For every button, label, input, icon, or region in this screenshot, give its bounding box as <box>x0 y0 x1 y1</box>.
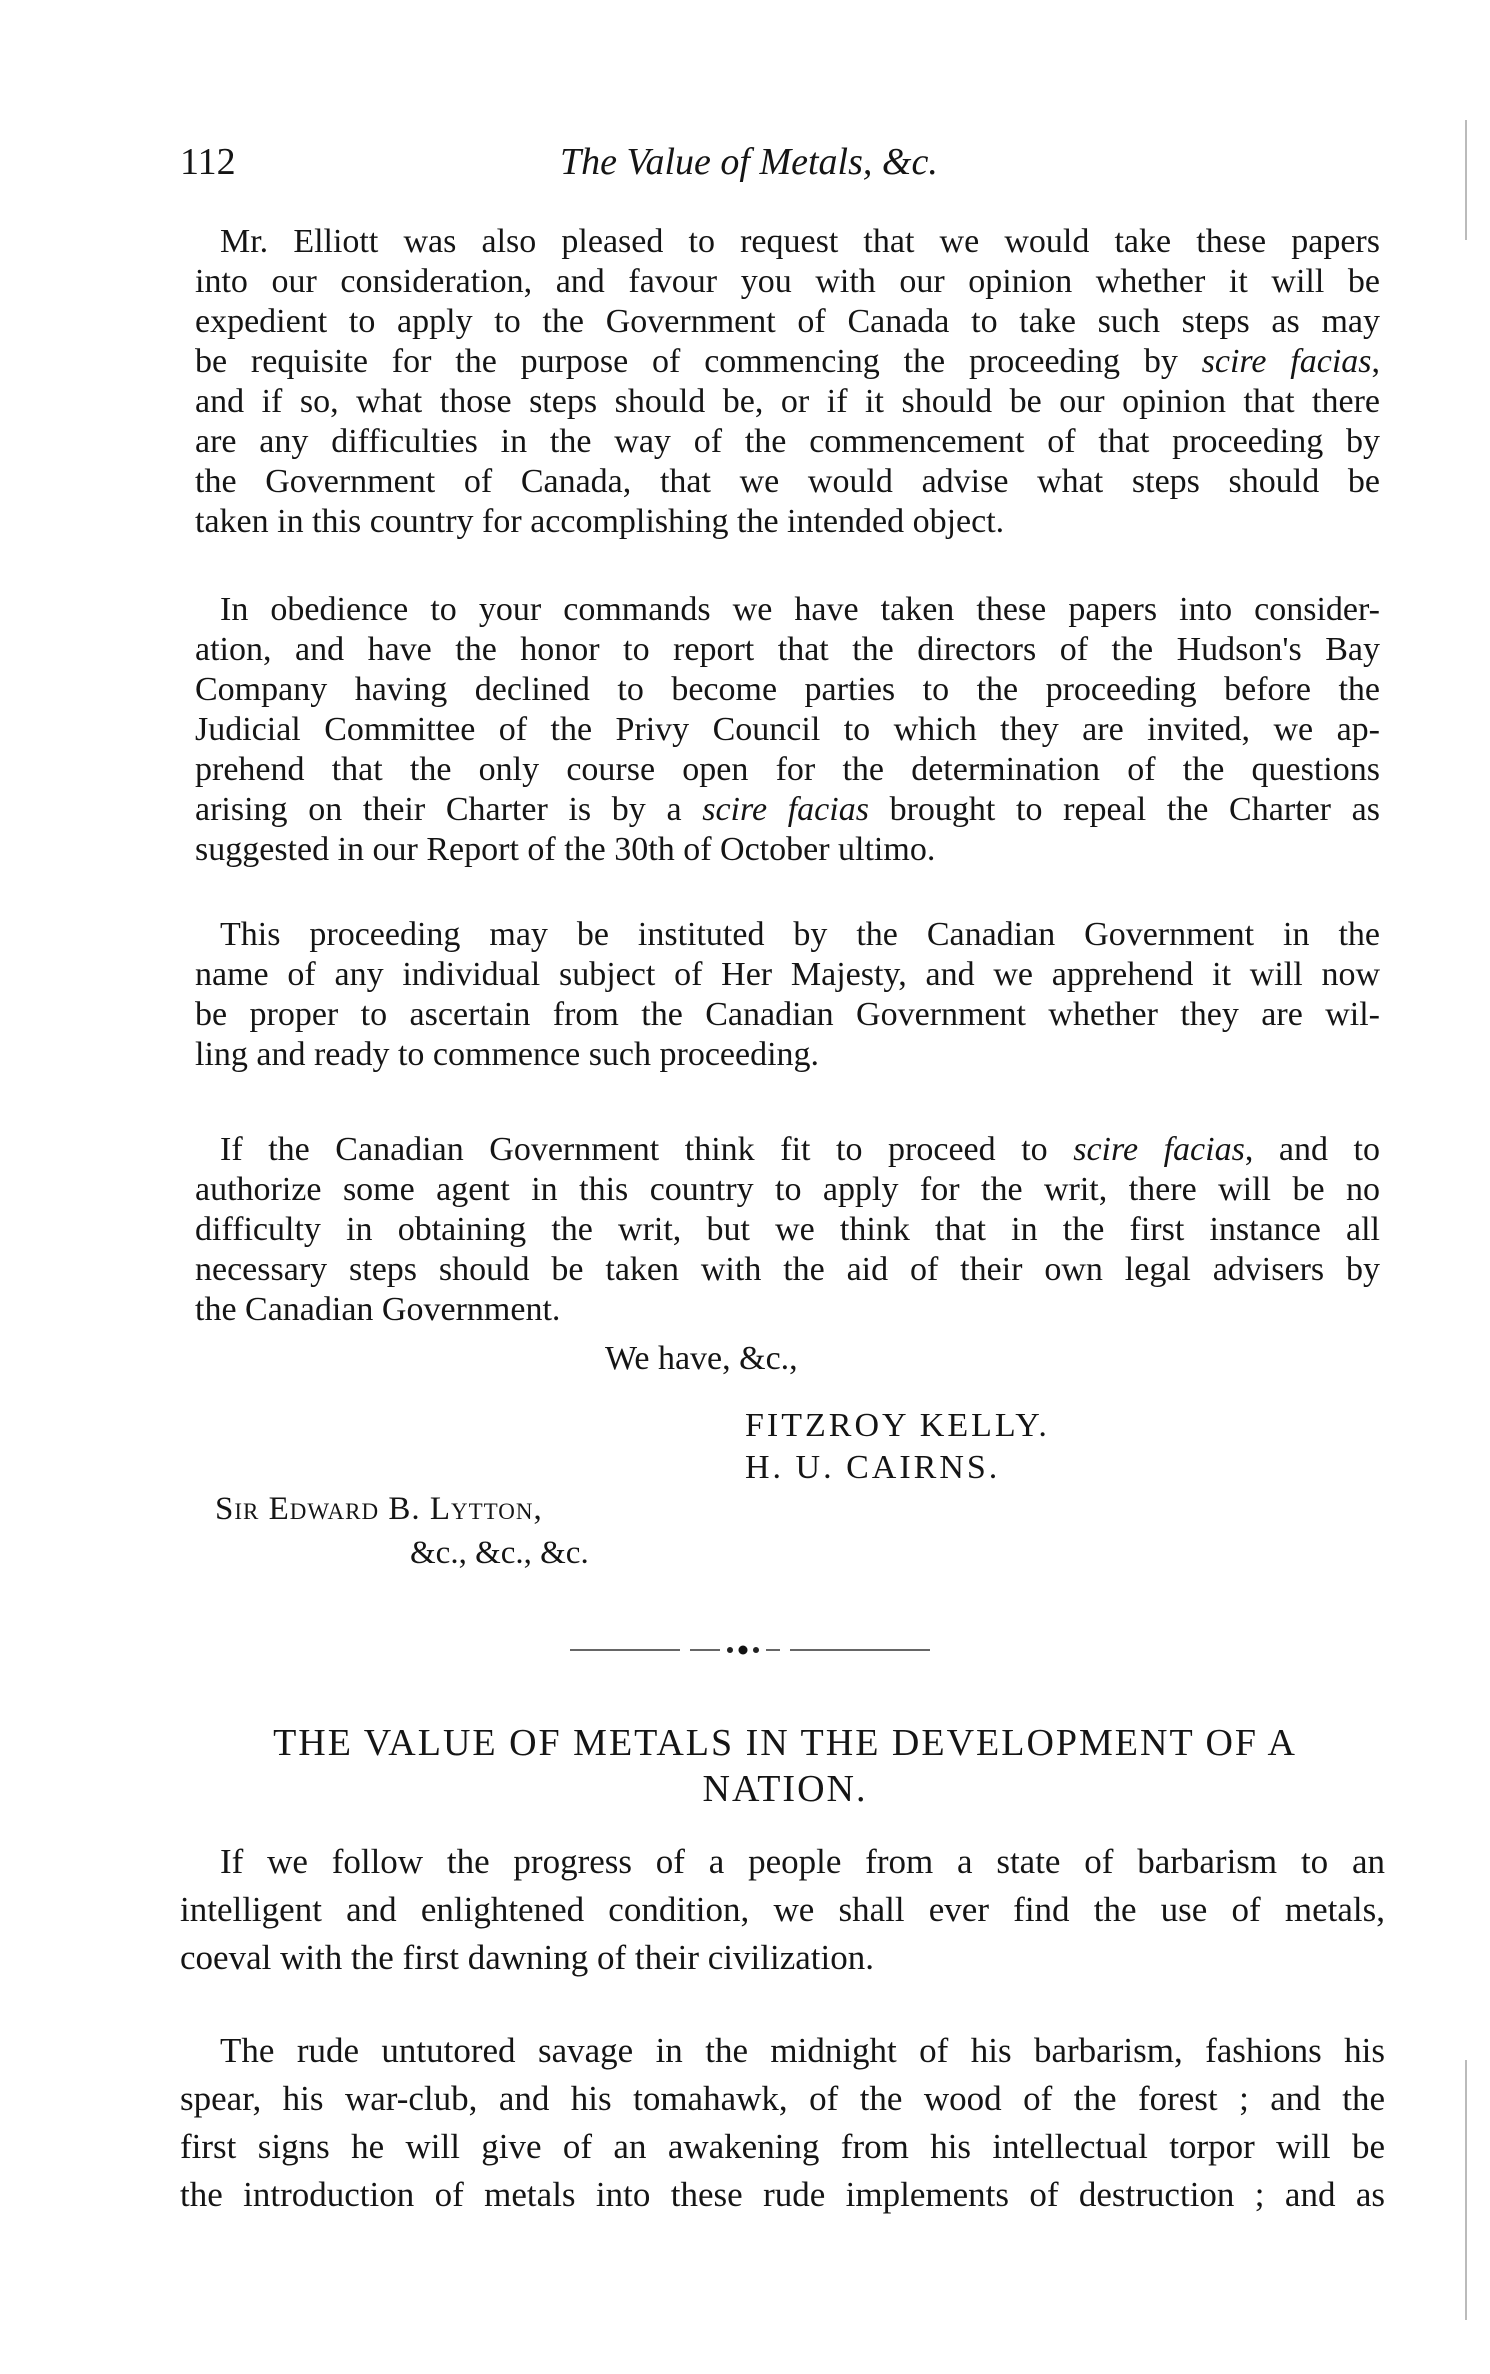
addressee-name: Sir Edward B. Lytton, <box>215 1491 543 1527</box>
page-edge-mark <box>1465 2060 1467 2320</box>
text-line: suggested in our Report of the 30th of October ultimo. <box>195 831 936 868</box>
page-edge-mark <box>1465 120 1467 240</box>
text-line: first signs he will give of an awakening from his intellectual torpor will be <box>180 2127 1385 2166</box>
text-line: into our consideration, and favour you with our opinion whether it will be <box>195 263 1380 300</box>
text-line: difficulty in obtaining the writ, but we think that in the first instance all <box>195 1211 1380 1248</box>
article-title-line: NATION. <box>702 1768 868 1810</box>
text-line: the introduction of metals into these rude implements of destruction ; and as <box>180 2175 1385 2214</box>
text-line: be proper to ascertain from the Canadian Government whether they are wil- <box>195 996 1380 1033</box>
text-line: are any difficulties in the way of the commencement of that proceeding by <box>195 423 1380 460</box>
article-title <box>180 1720 1390 1812</box>
article-title-line: THE VALUE OF METALS IN THE DEVELOPMENT OF A <box>273 1722 1297 1764</box>
addressee-etc: &c., &c., &c. <box>410 1535 589 1571</box>
latin-term: scire facias <box>702 791 869 828</box>
text-line: Mr. Elliott was also pleased to request that we would take these papers <box>220 223 1380 260</box>
text-line: Judicial Committee of the Privy Council to which they are invited, we ap- <box>195 711 1380 748</box>
text-line: coeval with the first dawning of their civilization. <box>180 1938 874 1977</box>
page-number: 112 <box>180 141 236 183</box>
text-line: This proceeding may be instituted by the Canadian Government in the <box>220 916 1380 953</box>
text-line: If the Canadian Government think fit to proceed to scire facias, and to <box>220 1131 1380 1168</box>
text-line: expedient to apply to the Government of Canada to take such steps as may <box>195 303 1380 340</box>
text-line: be requisite for the purpose of commencing the proceeding by scire facias, <box>195 343 1380 380</box>
text-line: arising on their Charter is by a scire facias brought to repeal the Charter as <box>195 791 1380 828</box>
page-header <box>180 140 1260 190</box>
letter-paragraph-2 <box>195 590 1380 870</box>
text-line: The rude untutored savage in the midnight of his barbarism, fashions his <box>220 2031 1385 2070</box>
signatory-name: FITZROY KELLY. <box>745 1407 1050 1444</box>
text-line: prehend that the only course open for the determination of the questions <box>195 751 1380 788</box>
signatories <box>745 1405 1050 1489</box>
text-line: and if so, what those steps should be, or if it should be our opinion that there <box>195 383 1380 420</box>
addressee <box>215 1487 589 1575</box>
letter-closing: We have, &c., <box>605 1340 798 1377</box>
letter-paragraph-3 <box>195 915 1380 1075</box>
text-line: intelligent and enlightened condition, we shall ever find the use of metals, <box>180 1890 1385 1929</box>
text-line: ling and ready to commence such proceeding. <box>195 1036 820 1073</box>
running-title: The Value of Metals, &c. <box>560 141 938 183</box>
text-line: If we follow the progress of a people from a state of barbarism to an <box>220 1842 1385 1881</box>
text-line: authorize some agent in this country to apply for the writ, there will be no <box>195 1171 1380 1208</box>
text-line: ation, and have the honor to report that the directors of the Hudson's Bay <box>195 631 1380 668</box>
signatory-name: H. U. CAIRNS. <box>745 1449 1001 1486</box>
text-line: name of any individual subject of Her Majesty, and we apprehend it will now <box>195 956 1380 993</box>
article-paragraph-2 <box>180 2027 1385 2219</box>
letter-paragraph-1 <box>195 222 1380 542</box>
text-line: Company having declined to become parties to the proceeding before the <box>195 671 1380 708</box>
text-line: the Canadian Government. <box>195 1291 561 1328</box>
letter-paragraph-4 <box>195 1130 1380 1330</box>
text-line: the Government of Canada, that we would advise what steps should be <box>195 463 1380 500</box>
latin-term: scire facias <box>1073 1131 1245 1168</box>
section-divider-ornament <box>570 1640 930 1660</box>
text-line: spear, his war-club, and his tomahawk, of the wood of the forest ; and the <box>180 2079 1385 2118</box>
latin-term: scire facias <box>1201 343 1372 380</box>
text-line: In obedience to your commands we have taken these papers into consider- <box>220 591 1380 628</box>
text-line: taken in this country for accomplishing the intended object. <box>195 503 1005 540</box>
article-paragraph-1 <box>180 1838 1385 1982</box>
text-line: necessary steps should be taken with the aid of their own legal advisers by <box>195 1251 1380 1288</box>
